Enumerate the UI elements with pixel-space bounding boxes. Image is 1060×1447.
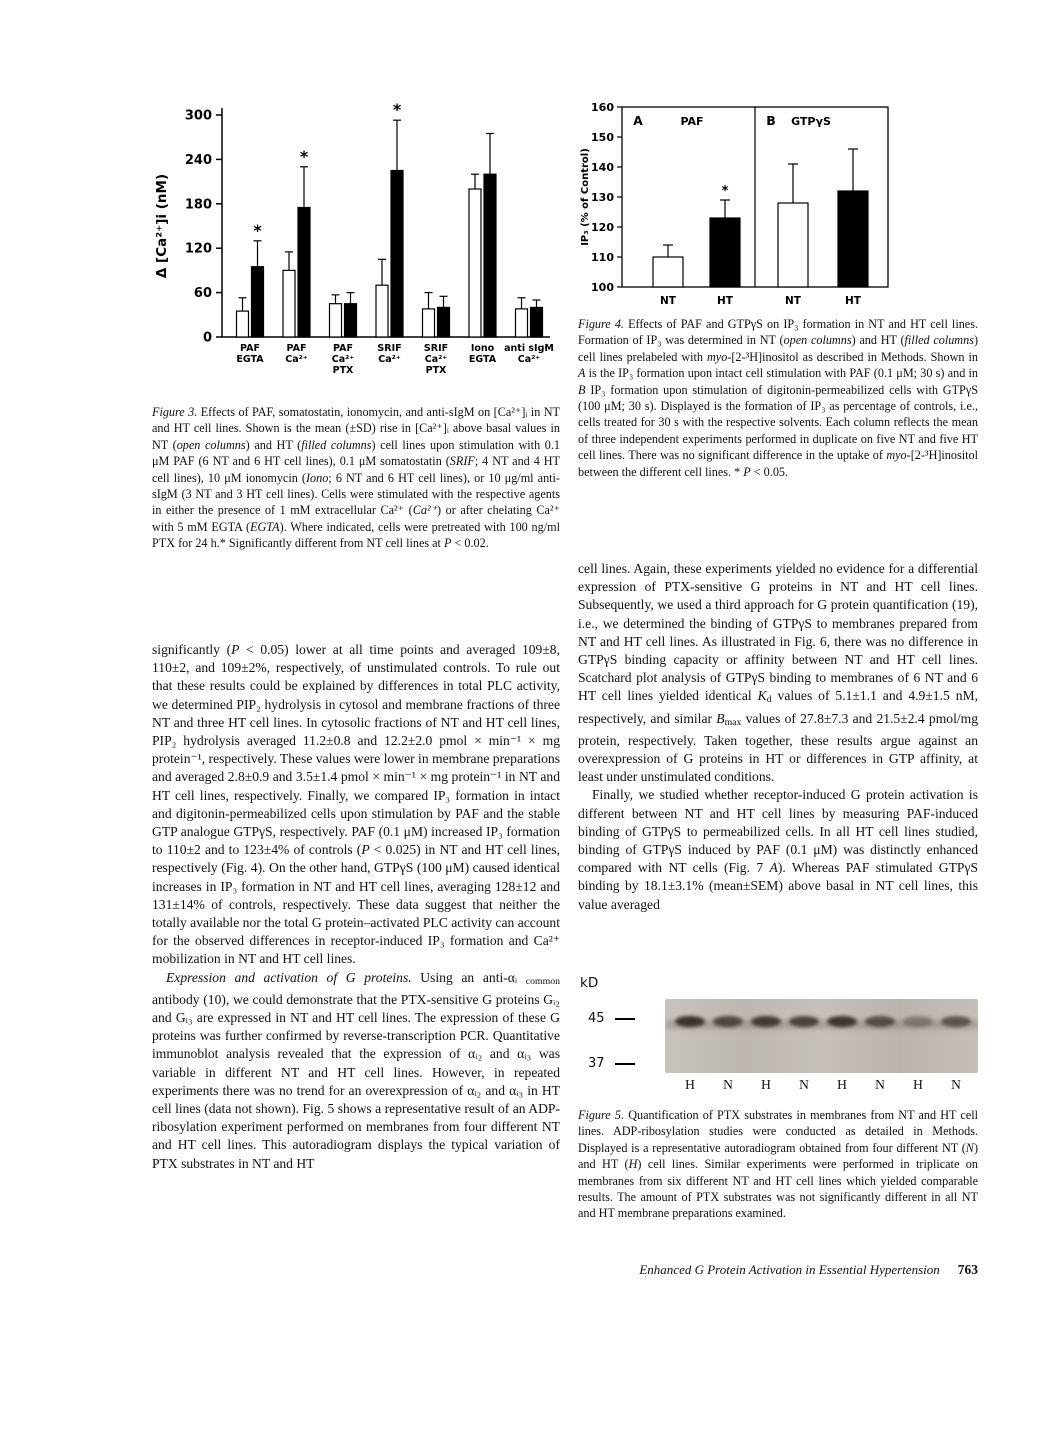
- gel-band: [713, 1016, 743, 1027]
- y-tick-label: 120: [591, 221, 614, 234]
- bar-ht: [252, 267, 264, 337]
- text-run: Figure 4.: [578, 317, 624, 331]
- bar-ht: [531, 307, 543, 337]
- y-tick-label: 300: [184, 108, 212, 124]
- text-run: open columns: [783, 333, 852, 348]
- text-run: ) and HT (: [245, 437, 302, 452]
- y-tick-label: 140: [591, 161, 614, 174]
- y-tick-label: 120: [184, 241, 212, 257]
- lane-label: N: [875, 1077, 885, 1092]
- text-run: Using an anti-αᵢ: [411, 969, 526, 985]
- bar-nt: [778, 203, 808, 287]
- x-tick-label: EGTA: [468, 354, 497, 365]
- x-tick-label: Ca²⁺: [331, 354, 355, 365]
- figure3-caption: [152, 404, 560, 552]
- right-paragraph-1: [578, 560, 978, 786]
- text-run: ) and HT (: [578, 1140, 978, 1172]
- y-tick-label: 240: [184, 152, 212, 168]
- bar-ht: [345, 304, 357, 337]
- x-tick-label: Ca²⁺: [285, 354, 308, 365]
- text-run: P: [743, 464, 751, 479]
- y-tick-label: 0: [202, 330, 212, 346]
- y-tick-label: 100: [591, 281, 614, 294]
- bar-nt: [330, 304, 342, 337]
- bar-nt: [469, 189, 481, 337]
- x-tick-label: PTX: [425, 365, 447, 376]
- text-run: Figure 5.: [578, 1108, 625, 1122]
- x-tick-label: Ca²⁺: [378, 354, 401, 365]
- autoradiogram-gel-image: [665, 999, 978, 1073]
- text-run: filled columns: [301, 437, 372, 452]
- text-run: ) cell lines prelabeled with: [578, 333, 978, 364]
- running-title: Enhanced G Protein Activation in Essential Hypertension: [639, 1262, 940, 1277]
- text-run: open columns: [176, 437, 246, 452]
- bar-nt: [376, 285, 388, 337]
- significance-star: *: [392, 100, 402, 120]
- y-axis-title: Δ [Ca²⁺]i (nM): [154, 173, 170, 279]
- text-run: Finally, we studied whether receptor-induced G protein activation is different between NT and HT cell lines by measuring PAF-induced binding of GTPγS to permeabilized cells. In all HT cell lines studied, binding of GTPγS induced by PAF (0.1 μM) was distinctly enhanced compared with NT cells (Fig. 7: [578, 787, 978, 876]
- text-run: < 0.025) in NT and HT cell lines, respectively (Fig. 4). On the other hand, GTPγS (100 μM) caused identical increases in IP₃ formation in NT and HT cell lines, averaging 128±12 and 131±14% of controls, respectively. These data suggest that neither the totally available nor the total G protein–activated PLC activity can account for the observed differences in receptor-induced IP₃ formation and Ca²⁺ mobilization in NT and HT cell lines.: [152, 842, 560, 967]
- page-number: 763: [957, 1262, 978, 1277]
- y-tick-label: 160: [591, 101, 614, 114]
- text-run: < 0.02.: [451, 536, 489, 551]
- bar-ht: [484, 174, 496, 337]
- marker-45-label: 45: [588, 1011, 605, 1026]
- marker-dash-icon: [615, 1018, 635, 1020]
- panel-title: PAF: [680, 115, 704, 128]
- lane-label: N: [951, 1077, 961, 1092]
- figure4-ip3-bar-chart: [578, 98, 898, 313]
- autoradiogram: [578, 999, 978, 1073]
- text-run: EGTA: [250, 519, 280, 534]
- figure4-caption: [578, 316, 978, 480]
- text-run: ) cell lines upon stimulation with 0.1 μM PAF (6 NT and 6 HT cell lines), 0.1 μM somatostatin (: [152, 437, 561, 469]
- text-run: antibody (10), we could demonstrate that the PTX-sensitive G proteins Gᵢ₂ and Gᵢ₃ are expressed in NT and HT cell lines. The expression of these G proteins was further confirmed by reverse-transcription PCR. Quantitative immunoblot analysis revealed that the expression of αᵢ₂ and αᵢ₃ was variable in different NT and HT cell lines. However, in repeated experiments there was no trend for an overexpression of αᵢ₂ and αᵢ₃ in HT cell lines (data not shown). Fig. 5 shows a representative result of an ADP-ribosylation experiment performed on membranes from four different NT and HT cell lines. This autoradiogram displays the typical variation of PTX substrates in NT and HT: [152, 991, 560, 1171]
- text-run: IP₃ formation upon stimulation of digitonin-permeabilized cells with GTPγS (100 μM; 30 s). Displayed is the formation of IP₃ as percentage of controls, i.e., cells treated for 30 s with the respective solvents. Each column reflects the mean of three independent experiments performed in duplicate on five NT and five HT cell lines. There was no significant difference in the uptake of: [578, 382, 978, 463]
- text-run: Iono: [306, 470, 329, 485]
- text-run: N: [965, 1140, 974, 1155]
- text-run: filled columns: [904, 333, 974, 348]
- significance-star: *: [721, 184, 729, 199]
- bar-ht: [438, 307, 450, 337]
- bar-nt: [653, 257, 683, 287]
- x-tick-label: Iono: [470, 343, 495, 354]
- left-paragraph-1: [152, 641, 560, 969]
- text-run: A: [578, 366, 586, 381]
- bar-nt: [516, 309, 528, 337]
- x-tick-label: NT: [660, 295, 676, 307]
- x-tick-label: NT: [785, 295, 801, 307]
- y-tick-label: 180: [184, 197, 212, 213]
- significance-star: *: [253, 220, 262, 240]
- marker-37-label: 37: [588, 1056, 605, 1071]
- marker-45: [588, 1011, 635, 1026]
- bar-ht: [838, 191, 868, 287]
- lane-label: H: [837, 1077, 847, 1092]
- text-run: Effects of PAF and GTPγS on IP₃ formation in NT and HT cell lines. Formation of IP₃ was determined in NT (: [578, 317, 978, 348]
- panel-title: GTPγS: [791, 115, 831, 128]
- bar-ht: [298, 208, 310, 338]
- text-run: myo: [707, 349, 728, 364]
- text-run: values of 27.8±7.3 and 21.5±2.4 pmol/mg protein, respectively. Taken together, these results argue against an overexpression of G proteins in HT or differences in GTP affinity, at least under unstimulated conditions.: [578, 710, 978, 785]
- text-run: Figure 3.: [152, 405, 198, 419]
- text-run: ) and HT (: [851, 333, 905, 348]
- significance-star: *: [299, 146, 309, 166]
- x-tick-label: SRIF: [377, 343, 402, 354]
- text-run: P: [231, 642, 240, 657]
- kd-unit-label: kD: [580, 975, 599, 991]
- gel-band: [675, 1016, 705, 1027]
- text-run: is the IP₃ formation upon intact cell stimulation with PAF (0.1 μM; 30 s) and in: [585, 366, 978, 381]
- left-paragraph-2: [152, 969, 560, 1173]
- text-run: max: [724, 716, 742, 728]
- gel-band: [827, 1016, 857, 1027]
- x-tick-label: PAF: [286, 343, 307, 354]
- x-tick-label: anti sIgM: [504, 343, 554, 354]
- text-run: B: [578, 382, 586, 397]
- text-run: A: [769, 860, 778, 876]
- text-run: Effects of PAF, somatostatin, ionomycin, and anti-sIgM on [Ca²⁺]ᵢ in NT and HT cell lines. Shown is the mean (±SD) rise in [Ca²⁺]ᵢ above basal values in NT (: [152, 405, 560, 452]
- text-run: P: [444, 536, 452, 551]
- text-run: -[2-³H]inositol as described in Methods. Shown in: [727, 349, 978, 364]
- y-tick-label: 60: [193, 286, 212, 302]
- text-run: myo: [886, 448, 907, 463]
- right-paragraph-2: [578, 786, 978, 913]
- gel-band: [865, 1016, 895, 1027]
- lane-label: H: [761, 1077, 771, 1092]
- text-run: B: [716, 710, 725, 726]
- marker-dash-icon: [615, 1063, 635, 1065]
- gel-band: [789, 1016, 819, 1027]
- text-run: ) cell lines. Similar experiments were performed in triplicate on membranes from six different NT and HT cell lines which yielded comparable results. The amount of PTX substrates was not significantly different in all NT and HT membrane preparations examined.: [578, 1157, 978, 1221]
- text-run: < 0.05) lower at all time points and averaged 109±8, 110±2, and 109±2%, respectively, of unstimulated controls. To rule out that these results could be explained by differences in total PLC activity, we determined PIP₂ hydrolysis in cytosol and membrane fractions of three NT and three HT cell lines. In cytosolic fractions of NT and HT cell lines, PIP₂ hydrolysis averaged 11.2±0.8 and 12.2±2.0 pmol × min⁻¹ × mg protein⁻¹, respectively. These values were lower in membrane preparations and averaged 2.8±0.9 and 3.5±1.4 pmol × min⁻¹ × mg protein⁻¹ in NT and HT cell lines, respectively. Finally, we compared IP₃ formation in intact and digitonin-permeabilized cells upon stimulation by PAF and the stable GTP analogue GTPγS, respectively. PAF (0.1 μM) increased IP₃ formation to 110±2 and to 123±4% of controls (: [152, 642, 561, 858]
- gel-band: [751, 1016, 781, 1027]
- x-tick-label: Ca²⁺: [424, 354, 448, 365]
- molecular-weight-markers: [578, 999, 665, 1073]
- text-run: K: [757, 688, 767, 704]
- figure5-caption: [578, 1107, 978, 1222]
- text-run: ; 4 NT and 4 HT cell lines), 10 μM ionomycin (: [152, 454, 560, 485]
- x-tick-label: PAF: [240, 343, 260, 354]
- text-run: d: [766, 694, 772, 706]
- left-column-text: [152, 641, 560, 1173]
- text-run: ) or after chelating Ca²⁺ with 5 mM EGTA (: [152, 503, 561, 534]
- x-tick-label: Ca²⁺: [517, 354, 541, 365]
- bar-nt: [423, 309, 435, 337]
- y-axis-title: IP₃ (% of Control): [580, 148, 591, 246]
- x-tick-label: HT: [717, 295, 733, 307]
- panel-label: B: [766, 113, 776, 128]
- y-tick-label: 110: [591, 251, 614, 264]
- right-column-text: [578, 560, 978, 914]
- x-tick-label: PTX: [332, 365, 354, 376]
- text-run: < 0.05.: [750, 464, 789, 479]
- y-tick-label: 130: [591, 191, 614, 204]
- lane-label: H: [685, 1077, 695, 1092]
- x-tick-label: EGTA: [236, 354, 264, 365]
- bar-nt: [283, 270, 295, 337]
- lane-label: N: [723, 1077, 733, 1092]
- bar-ht: [710, 218, 740, 287]
- lane-label: N: [799, 1077, 809, 1092]
- x-tick-label: PAF: [333, 343, 353, 354]
- text-run: SRIF: [449, 454, 475, 469]
- text-run: common: [525, 975, 560, 987]
- text-run: cell lines. Again, these experiments yielded no evidence for a differential expression of PTX-sensitive G proteins in NT and HT cell lines. Subsequently, we used a third approach for G protein quantification (19), i.e., we determined the binding of GTPγS to membranes prepared from NT and HT cell lines. As illustrated in Fig. 6, there was no difference in GTPγS binding capacity or affinity between NT and HT cell lines. Scatchard plot analysis of GTPγS binding to membranes of 6 NT and 6 HT cell lines yielded identical: [578, 561, 978, 704]
- text-run: -[2-³H]inositol between the different cell lines. *: [578, 448, 978, 479]
- bar-ht: [391, 171, 403, 338]
- marker-37: [588, 1056, 635, 1071]
- text-run: ). Where indicated, cells were pretreated with 100 ng/ml PTX for 24 h.* Significantly different from NT cell lines at: [152, 519, 560, 551]
- text-run: significantly (: [152, 642, 232, 657]
- lane-label: H: [913, 1077, 923, 1092]
- text-run: values of 5.1±1.1 and 4.9±1.5 nM, respectively, and similar: [578, 688, 978, 726]
- bar-nt: [237, 311, 249, 337]
- text-run: Expression and activation of G proteins.: [166, 969, 412, 985]
- lane-labels: [578, 1077, 978, 1097]
- panel-label: A: [633, 113, 643, 128]
- figure3-calcium-bar-chart: [148, 96, 558, 396]
- text-run: P: [361, 842, 370, 858]
- text-run: Quantification of PTX substrates in membranes from NT and HT cell lines. ADP-ribosylation studies were conducted as detailed in Methods. Displayed is a representative autoradiogram obtained from four different NT (: [578, 1108, 979, 1155]
- x-tick-label: SRIF: [423, 343, 449, 354]
- figure5-block: [578, 975, 978, 1222]
- text-run: ; 6 NT and 6 HT cell lines), or 10 μg/ml anti-sIgM (3 NT and 3 HT cell lines). Cells were stimulated with the respective agents in either the presence of 1 mM extracellular Ca²⁺ (: [152, 470, 560, 518]
- text-run: Ca²⁺: [412, 503, 438, 518]
- gel-band: [941, 1016, 971, 1027]
- text-run: ). Whereas PAF stimulated GTPγS binding by 18.1±3.1% (mean±SEM) above basal in NT cell lines, this value averaged: [578, 860, 978, 912]
- y-tick-label: 150: [591, 131, 614, 144]
- gel-band: [903, 1016, 933, 1027]
- page-footer: [578, 1262, 978, 1278]
- x-tick-label: HT: [845, 295, 861, 307]
- text-run: H: [628, 1157, 638, 1172]
